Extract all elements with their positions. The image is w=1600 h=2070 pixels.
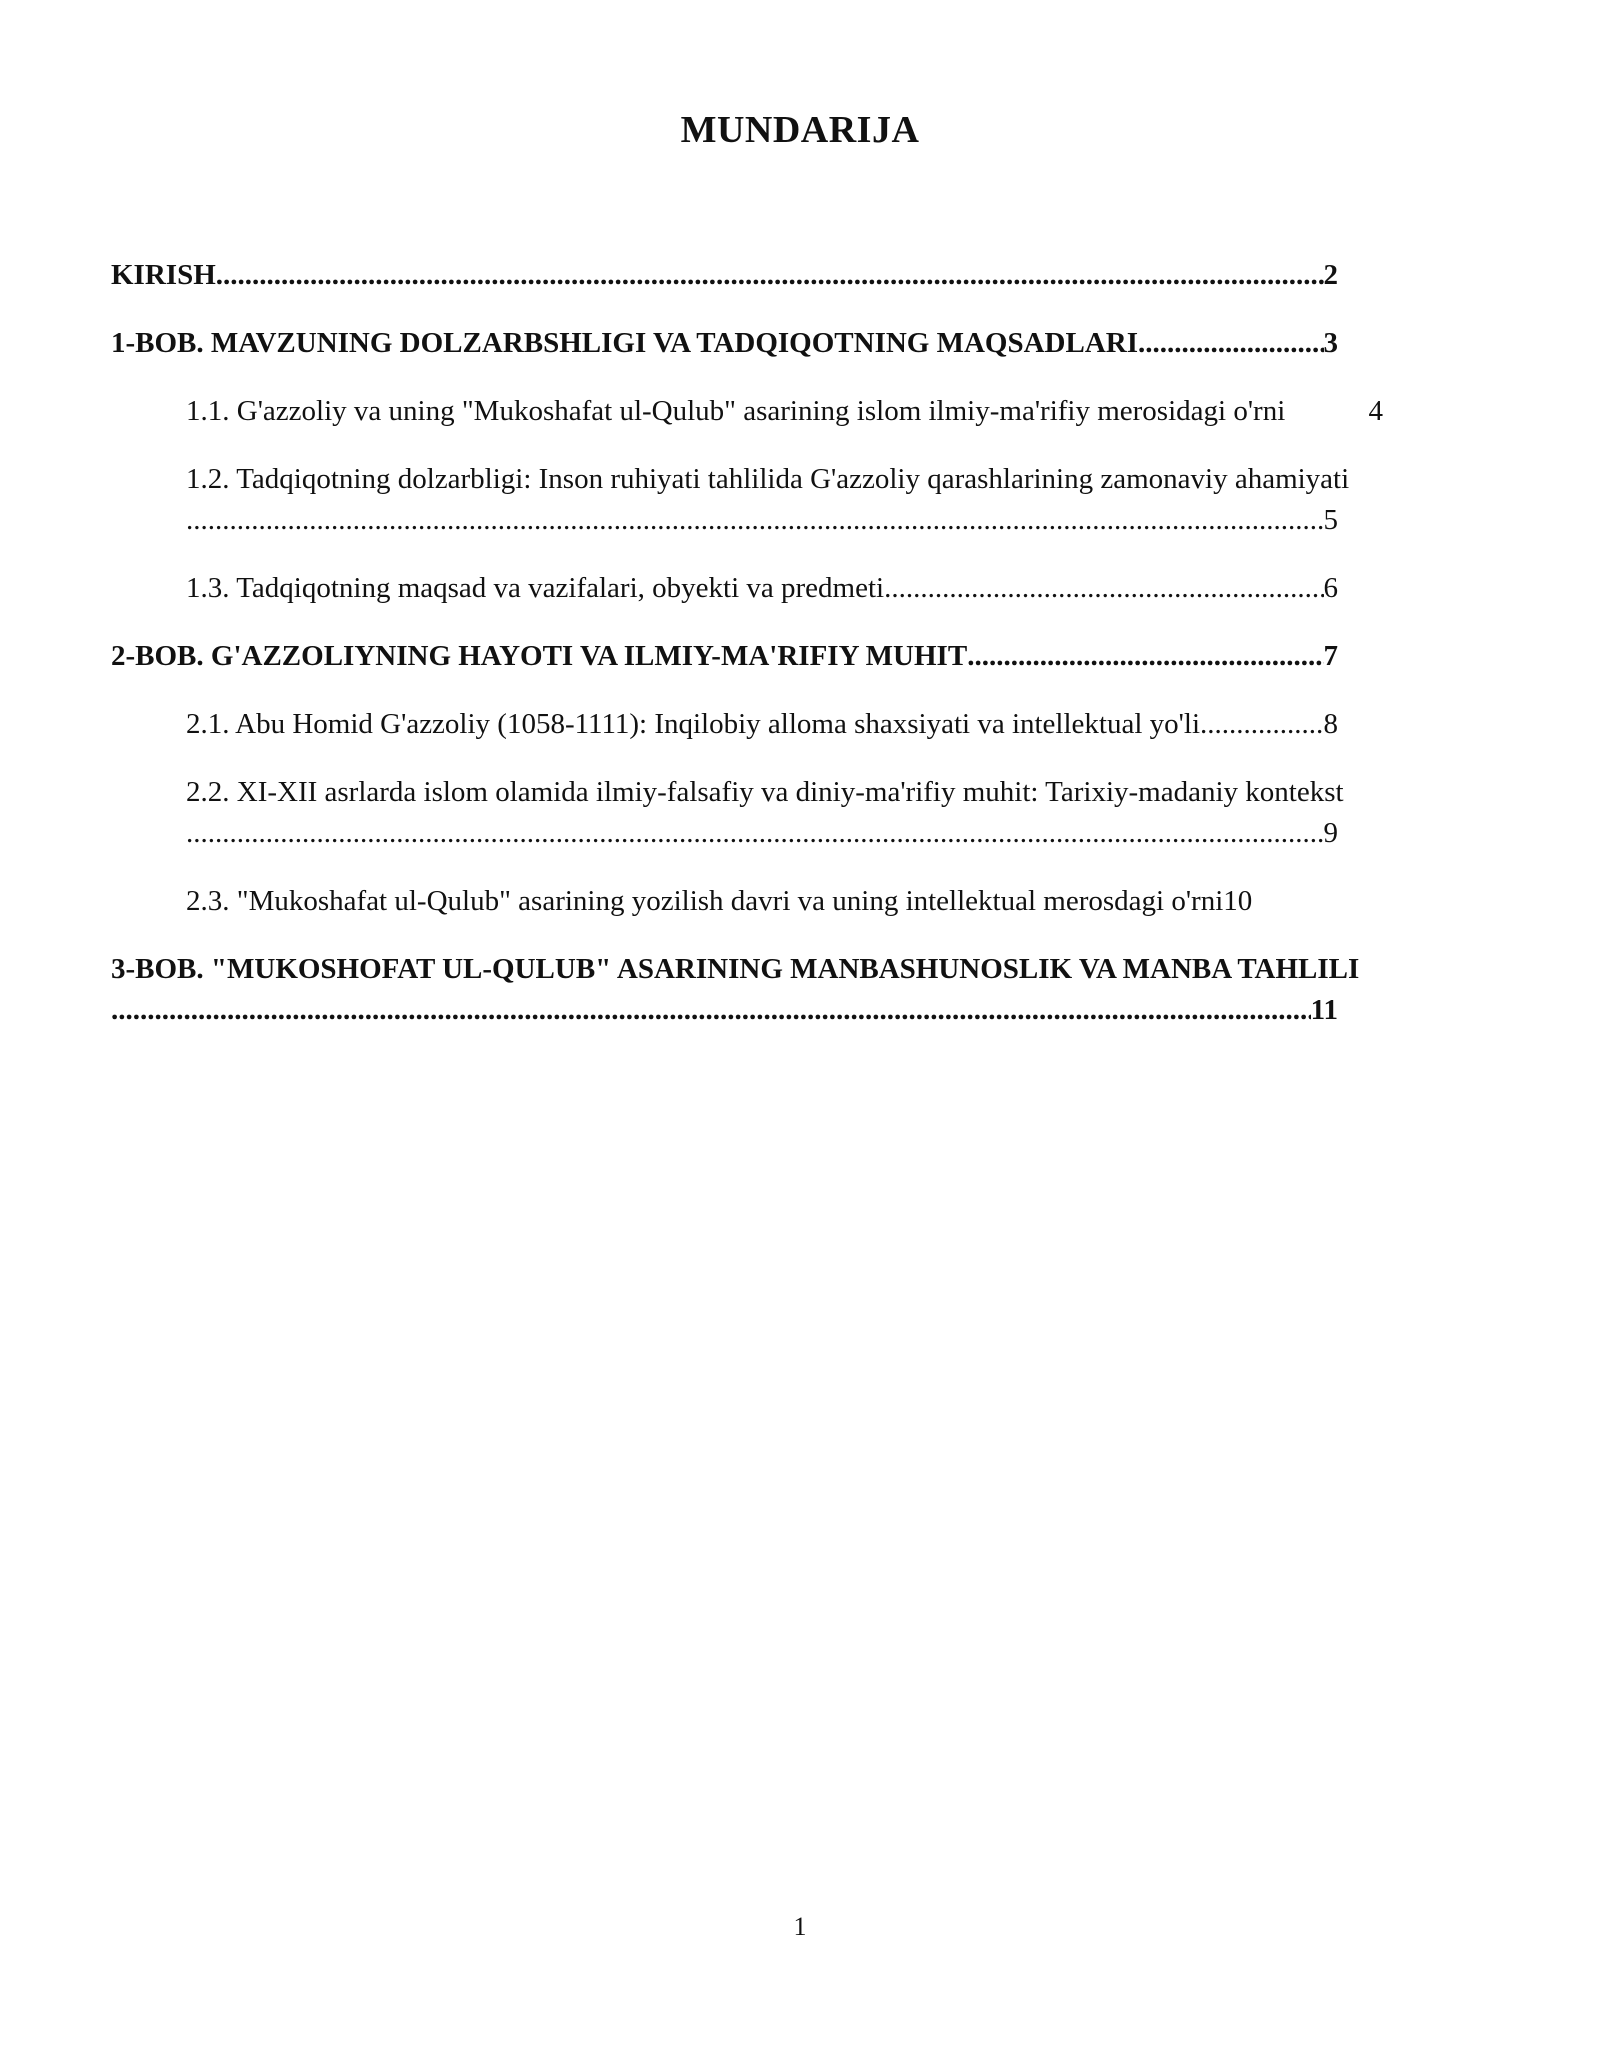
- toc-page-number: 11: [1310, 994, 1338, 1026]
- toc-page-number: 8: [1323, 708, 1338, 740]
- dot-leader: [216, 255, 1324, 296]
- toc-entry-label: KIRISH: [111, 259, 216, 291]
- toc-page-number: 3: [1323, 327, 1338, 359]
- table-of-contents: [111, 255, 1481, 1058]
- page-number-footer: 1: [793, 1912, 807, 1941]
- toc-entry-section-1-1[interactable]: [111, 391, 1481, 432]
- toc-entry-section-1-3[interactable]: [111, 568, 1481, 609]
- dot-leader: [884, 568, 1323, 609]
- toc-entry-chapter-3[interactable]: [111, 949, 1481, 1031]
- toc-entry-chapter-2[interactable]: [111, 636, 1481, 677]
- toc-entry-section-2-1[interactable]: [111, 704, 1481, 745]
- toc-entry-section-1-2[interactable]: [111, 459, 1481, 541]
- dot-leader: [186, 813, 1324, 854]
- dot-leader: [111, 990, 1311, 1031]
- toc-page-number: 4: [1368, 395, 1383, 427]
- toc-entry-label: 1.1. G'azzoliy va uning "Mukoshafat ul-Qulub" asarining islom ilmiy-ma'rifiy merosidagi o'rni: [186, 395, 1286, 427]
- toc-entry-label: 2.2. XI-XII asrlarda islom olamida ilmiy-falsafiy va diniy-ma'rifiy muhit: Tarixiy-madaniy kontekst: [186, 776, 1344, 808]
- toc-entry-label: 2.3. "Mukoshafat ul-Qulub" asarining yozilish davri va uning intellektual merosdagi o'rni: [186, 885, 1224, 917]
- page-title: MUNDARIJA: [680, 109, 920, 151]
- toc-entry-chapter-1[interactable]: [111, 323, 1481, 364]
- toc-entry-section-2-3[interactable]: [111, 881, 1481, 922]
- toc-page-number: 5: [1323, 504, 1338, 536]
- toc-entry-label: 1-BOB. MAVZUNING DOLZARBSHLIGI VA TADQIQOTNING MAQSADLARI: [111, 327, 1139, 359]
- toc-page-number: 7: [1323, 640, 1338, 672]
- toc-page-number: 10: [1223, 885, 1253, 917]
- dot-leader: [1138, 323, 1323, 364]
- dot-leader: [1200, 704, 1324, 745]
- toc-page-number: 2: [1323, 259, 1338, 291]
- toc-entry-label: 1.2. Tadqiqotning dolzarbligi: Inson ruhiyati tahlilida G'azzoliy qarashlarining zamonaviy ahamiyati: [186, 463, 1350, 495]
- toc-page-number: 6: [1323, 572, 1338, 604]
- dot-leader: [967, 636, 1323, 677]
- toc-entry-label: 1.3. Tadqiqotning maqsad va vazifalari, obyekti va predmeti: [186, 572, 885, 604]
- toc-entry-label: 2-BOB. G'AZZOLIYNING HAYOTI VA ILMIY-MA'RIFIY MUHIT: [111, 640, 968, 672]
- toc-page-number: 9: [1323, 817, 1338, 849]
- toc-entry-section-2-2[interactable]: [111, 772, 1481, 854]
- toc-entry-label: 3-BOB. "MUKOSHOFAT UL-QULUB" ASARINING MANBASHUNOSLIK VA MANBA TAHLILI: [111, 953, 1360, 985]
- dot-leader: [186, 500, 1324, 541]
- toc-entry-label: 2.1. Abu Homid G'azzoliy (1058-1111): Inqilobiy alloma shaxsiyati va intellektual yo'li: [186, 708, 1200, 740]
- toc-entry-kirish[interactable]: [111, 255, 1481, 296]
